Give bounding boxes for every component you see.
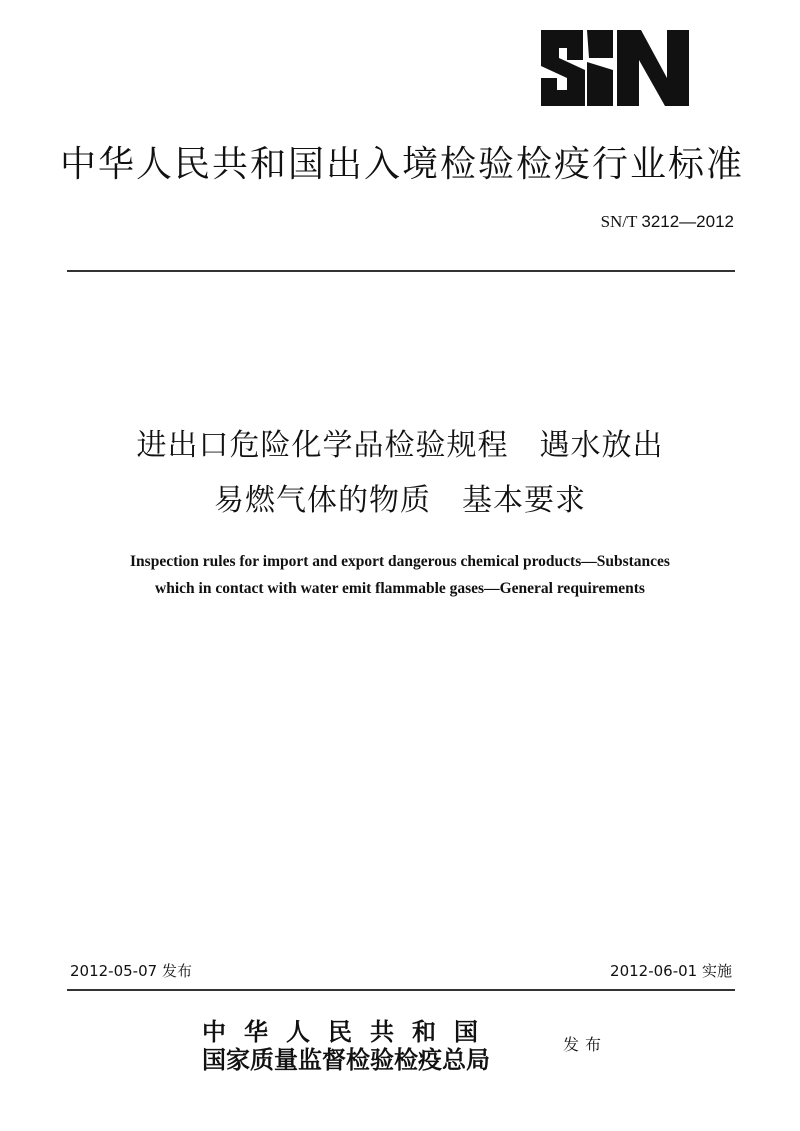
code-number: 3212—2012 bbox=[641, 212, 734, 231]
issuer-action: 发布 bbox=[563, 1035, 608, 1054]
organization-title: 中华人民共和国出入境检验检疫行业标准 bbox=[60, 144, 745, 185]
sn-logo bbox=[537, 26, 697, 110]
title-zh-line1: 进出口危险化学品检验规程 遇水放出 bbox=[136, 428, 664, 463]
code-prefix: SN/T bbox=[600, 212, 638, 231]
title-zh-line2: 易燃气体的物质 基本要求 bbox=[214, 483, 586, 518]
implementation-date: 2012-06-01 实施 bbox=[610, 962, 732, 980]
header-divider bbox=[67, 270, 735, 272]
title-en-line1: Inspection rules for import and export dangerous chemical products—Substances bbox=[130, 553, 670, 570]
standard-code bbox=[601, 212, 734, 232]
footer-divider bbox=[67, 989, 735, 991]
title-en-line2: which in contact with water emit flammable gases—General requirements bbox=[155, 580, 645, 597]
issuer-line2: 国家质量监督检验检疫总局 bbox=[202, 1045, 490, 1074]
issuer-line1: 中华人民共和国 bbox=[202, 1017, 496, 1046]
issue-date: 2012-05-07 发布 bbox=[70, 962, 192, 980]
